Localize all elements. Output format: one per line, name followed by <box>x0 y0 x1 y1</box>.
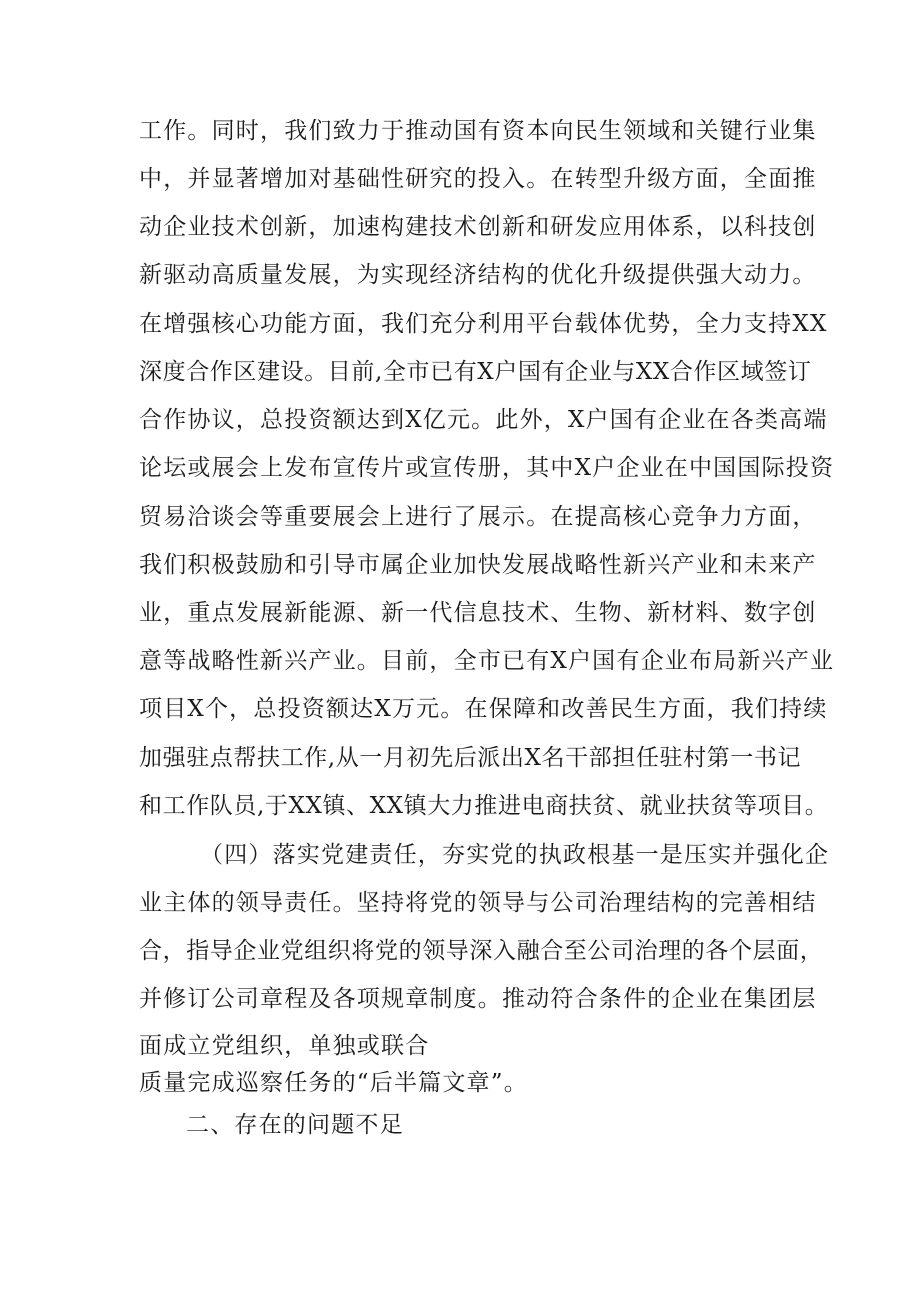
paragraph-line-2: 中，并显著增加对基础性研究的投入。在转型升级方面，全面推 <box>139 166 817 192</box>
paragraph-line-18: 合，指导企业党组织将党的领导深入融合至公司治理的各个层面， <box>139 938 824 964</box>
paragraph-line-8: 论坛或展会上发布宣传片或宣传册，其中X户企业在中国国际投资 <box>139 455 835 481</box>
paragraph-line-12: 意等战略性新兴产业。目前，全市已有X户国有企业布局新兴产业 <box>139 648 835 674</box>
paragraph-line-20: 面成立党组织，单独或联合 <box>139 1033 430 1059</box>
paragraph-line-17: 业主体的领导责任。坚持将党的领导与公司治理结构的完善相结 <box>139 890 817 916</box>
paragraph-line-14: 加强驻点帮扶工作,从一月初先后派出X名干部担任驻村第一书记 <box>139 745 802 771</box>
paragraph-line-4: 新驱动高质量发展，为实现经济结构的优化升级提供强大动力。 <box>139 262 817 288</box>
paragraph-line-3: 动企业技术创新，加速构建技术创新和研发应用体系，以科技创 <box>139 214 817 240</box>
paragraph-line-1: 工作。同时，我们致力于推动国有资本向民生领域和关键行业集 <box>139 118 817 144</box>
paragraph-line-15: 和工作队员,于XX镇、XX镇大力推进电商扶贫、就业扶贫等项目。 <box>139 793 829 819</box>
paragraph-line-10: 我们积极鼓励和引导市属企业加快发展战略性新兴产业和未来产 <box>139 552 817 578</box>
paragraph-line-13: 项目X个，总投资额达X万元。在保障和改善民生方面，我们持续 <box>139 696 828 722</box>
paragraph-line-9: 贸易洽谈会等重要展会上进行了展示。在提高核心竞争力方面， <box>139 504 817 530</box>
section-four-heading-line: （四）落实党建责任，夯实党的执政根基一是压实并强化企 <box>200 842 830 868</box>
paragraph-line-21: 质量完成巡察任务的“后半篇文章”。 <box>139 1070 528 1096</box>
paragraph-line-7: 合作协议，总投资额达到X亿元。此外，X户国有企业在各类高端 <box>139 407 828 433</box>
paragraph-line-11: 业，重点发展新能源、新一代信息技术、生物、新材料、数字创 <box>139 600 817 626</box>
paragraph-line-6: 深度合作区建设。目前,全市已有X户国有企业与XX合作区域签订 <box>139 359 812 385</box>
paragraph-line-19: 并修订公司章程及各项规章制度。推动符合条件的企业在集团层 <box>139 986 817 1012</box>
section-two-heading: 二、存在的问题不足 <box>186 1112 404 1138</box>
paragraph-line-5: 在增强核心功能方面，我们充分利用平台载体优势，全力支持XX <box>139 311 828 337</box>
